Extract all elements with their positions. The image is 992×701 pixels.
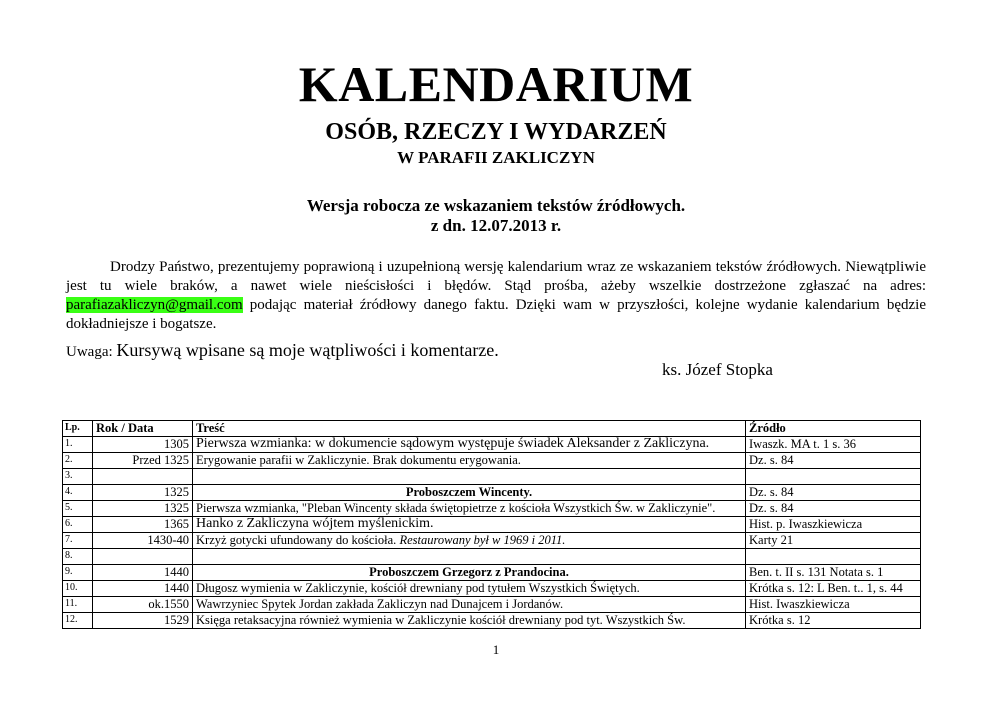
cell-source: Dz. s. 84 (746, 485, 921, 501)
note (66, 340, 499, 362)
intro-text-after-email: podając materiał źródłowy danego faktu. Dzięki wam w przyszłości, kolejne wydanie kalendarium będzie dokładniejsze i bogatsze. (66, 297, 926, 332)
header-content: Treść (193, 421, 746, 437)
page-number: 1 (492, 642, 500, 657)
intro-paragraph (66, 258, 926, 334)
cell-source: Karty 21 (746, 533, 921, 549)
cell-lp: 12. (63, 613, 93, 629)
cell-source: Hist. p. Iwaszkiewicza (746, 517, 921, 533)
cell-year: 1529 (93, 613, 193, 629)
header-year: Rok / Data (93, 421, 193, 437)
cell-content: Hanko z Zakliczyna wójtem myślenickim. (193, 517, 746, 533)
table-row (63, 613, 921, 629)
cell-source (746, 469, 921, 485)
cell-content: Długosz wymienia w Zakliczynie, kościół drewniany pod tytułem Wszystkich Świętych. (193, 581, 746, 597)
cell-year: 1365 (93, 517, 193, 533)
table-row (63, 485, 921, 501)
calendar-table (62, 420, 921, 629)
cell-lp: 7. (63, 533, 93, 549)
table-row (63, 453, 921, 469)
cell-content (193, 549, 746, 565)
intro-text-before-email: Drodzy Państwo, prezentujemy poprawioną i uzupełnioną wersję kalendarium wraz ze wskazaniem tekstów źródłowych. Niewątpliwie jest tu wiele braków, a nawet wiele nieścisłości i błędów. Stąd prośba, ażeby wszelkie dostrzeżone zgłaszać na adres: (66, 259, 926, 294)
document-title: KALENDARIUM (298, 56, 694, 112)
header-source: Źródło (746, 421, 921, 437)
cell-year: 1325 (93, 485, 193, 501)
cell-content: Erygowanie parafii w Zakliczynie. Brak dokumentu erygowania. (193, 453, 746, 469)
cell-lp: 9. (63, 565, 93, 581)
table-row (63, 517, 921, 533)
cell-lp: 6. (63, 517, 93, 533)
cell-content: Proboszczem Grzegorz z Prandocina. (193, 565, 746, 581)
cell-content (193, 533, 746, 549)
cell-lp: 10. (63, 581, 93, 597)
cell-content: Pierwsza wzmianka, "Pleban Wincenty składa świętopietrze z kościoła Wszystkich Św. w Zakliczynie". (193, 501, 746, 517)
cell-content-comment: Restaurowany był w 1969 i 2011. (399, 533, 566, 547)
cell-year: 1440 (93, 565, 193, 581)
cell-lp: 2. (63, 453, 93, 469)
cell-year: 1305 (93, 437, 193, 453)
table-row (63, 501, 921, 517)
cell-year: 1440 (93, 581, 193, 597)
cell-lp: 4. (63, 485, 93, 501)
table-row (63, 469, 921, 485)
cell-lp: 1. (63, 437, 93, 453)
cell-lp: 5. (63, 501, 93, 517)
cell-content (193, 469, 746, 485)
cell-year: ok.1550 (93, 597, 193, 613)
signature: ks. Józef Stopka (662, 360, 773, 379)
cell-source (746, 549, 921, 565)
cell-content: Wawrzyniec Spytek Jordan zakłada Zakliczyn nad Dunajcem i Jordanów. (193, 597, 746, 613)
cell-content: Pierwsza wzmianka: w dokumencie sądowym występuje świadek Aleksander z Zakliczyna. (193, 437, 746, 453)
email-link[interactable]: parafiazakliczyn@gmail.com (66, 297, 243, 313)
note-label: Uwaga: (66, 344, 117, 360)
cell-year: 1325 (93, 501, 193, 517)
cell-year: 1430-40 (93, 533, 193, 549)
cell-lp: 8. (63, 549, 93, 565)
cell-lp: 3. (63, 469, 93, 485)
parish-heading: W PARAFII ZAKLICZYN (397, 148, 595, 167)
cell-year (93, 549, 193, 565)
cell-content: Księga retaksacyjna również wymienia w Zakliczynie kościół drewniany pod tyt. Wszystkich Św. (193, 613, 746, 629)
version-heading: Wersja robocza ze wskazaniem tekstów źródłowych. (306, 196, 686, 215)
cell-source: Ben. t. II s. 131 Notata s. 1 (746, 565, 921, 581)
version-date: z dn. 12.07.2013 r. (430, 216, 562, 235)
cell-source: Dz. s. 84 (746, 453, 921, 469)
table-row (63, 549, 921, 565)
cell-source: Dz. s. 84 (746, 501, 921, 517)
cell-source: Krótka s. 12: L Ben. t.. 1, s. 44 (746, 581, 921, 597)
cell-lp: 11. (63, 597, 93, 613)
table-row (63, 581, 921, 597)
cell-year (93, 469, 193, 485)
table-row (63, 533, 921, 549)
document-subtitle: OSÓB, RZECZY I WYDARZEŃ (325, 119, 667, 145)
cell-content: Proboszczem Wincenty. (193, 485, 746, 501)
header-lp: Lp. (63, 421, 93, 437)
table-row (63, 565, 921, 581)
cell-source: Krótka s. 12 (746, 613, 921, 629)
cell-source: Iwaszk. MA t. 1 s. 36 (746, 437, 921, 453)
note-text: Kursywą wpisane są moje wątpliwości i komentarze. (116, 340, 499, 360)
cell-source: Hist. Iwaszkiewicza (746, 597, 921, 613)
table-row (63, 437, 921, 453)
cell-year: Przed 1325 (93, 453, 193, 469)
cell-content-text: Krzyż gotycki ufundowany do kościoła. (196, 533, 400, 547)
table-row (63, 597, 921, 613)
table-header-row (63, 421, 921, 437)
